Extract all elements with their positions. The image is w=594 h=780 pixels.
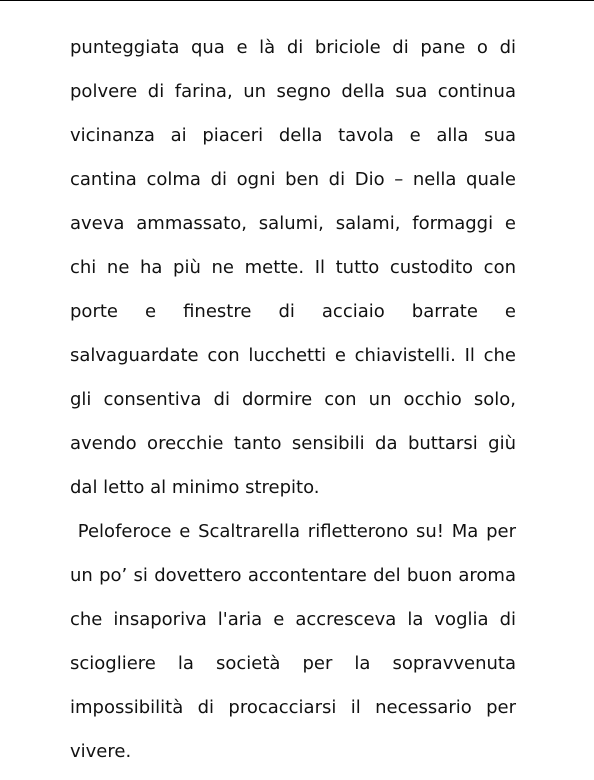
text-line: avendo orecchie tanto sensibili da buttarsi giù <box>70 433 516 454</box>
text-line: polvere di farina, un segno della sua continua <box>70 81 516 102</box>
text-line: vicinanza ai piaceri della tavola e alla sua <box>70 125 516 146</box>
text-line: sciogliere la società per la sopravvenuta <box>70 653 516 674</box>
text-line: Peloferoce e Scaltrarella rifletterono su! Ma per <box>70 521 516 542</box>
paragraph-1 <box>70 30 516 514</box>
text-line: cantina colma di ogni ben di Dio – nella quale <box>70 169 516 190</box>
text-line: che insaporiva l'aria e accresceva la voglia di <box>70 609 516 630</box>
text-line: un po’ si dovettero accontentare del buon aroma <box>70 565 516 586</box>
text-line: aveva ammassato, salumi, salami, formaggi e <box>70 213 516 234</box>
text-line: gli consentiva di dormire con un occhio solo, <box>70 389 516 410</box>
paragraph-2 <box>70 514 516 778</box>
document-page <box>70 30 516 778</box>
text-line: dal letto al minimo strepito. <box>70 477 320 498</box>
text-line: salvaguardate con lucchetti e chiavistelli. Il che <box>70 345 516 366</box>
text-line: vivere. <box>70 741 132 762</box>
text-line: porte e finestre di acciaio barrate e <box>70 301 516 322</box>
top-border-line <box>0 0 594 1</box>
text-line: impossibilità di procacciarsi il necessario per <box>70 697 516 718</box>
text-line: chi ne ha più ne mette. Il tutto custodito con <box>70 257 516 278</box>
text-line: punteggiata qua e là di briciole di pane o di <box>70 37 516 58</box>
